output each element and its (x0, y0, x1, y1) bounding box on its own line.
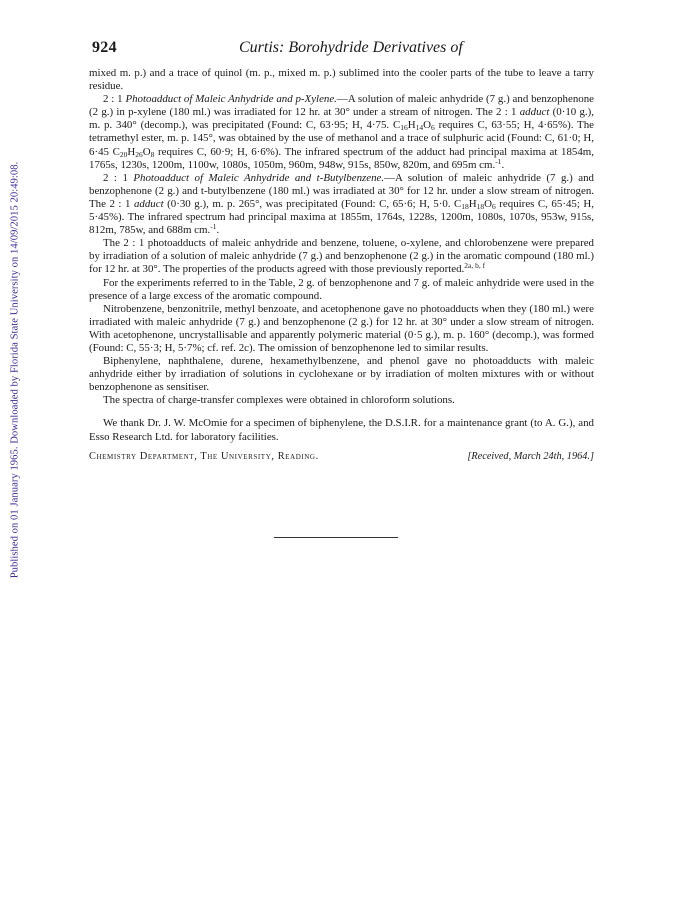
paragraph-text: mixed m. p.) and a trace of quinol (m. p., mixed m. p.) sublimed into the cooler parts of the tube to leave a tarry residue. (89, 67, 594, 93)
subscript: 14 (415, 123, 424, 133)
paragraph-xylene-adduct (89, 93, 594, 172)
superscript: -1 (210, 222, 217, 232)
running-title: Curtis: Borohydride Derivatives of (239, 39, 463, 56)
end-rule (274, 537, 398, 538)
paragraph-text: The 2 : 1 photoadducts of maleic anhydride and benzene, toluene, o-xylene, and chlorobenzene were prepared by irradiation of a solution of maleic anhydride (7 g.) and benzophenone (2 g.) in the aromatic compound (180 ml.) for 12 hr. at 30°. The properties of the products agreed with those previously reported. (89, 237, 594, 276)
subscript: 16 (400, 123, 408, 133)
paragraph-text: Biphenylene, naphthalene, durene, hexamethylbenzene, and phenol gave no photoadducts with maleic anhydride either by irradiation of solutions in cyclohexane or by irradiation of molten mixtures with or without benzophenone as sensitiser. (89, 355, 594, 394)
paragraph-text: O (142, 145, 151, 158)
section-title: Photoadduct of Maleic Anhydride and p-Xylene. (125, 93, 337, 106)
paragraph-no-photoadducts (89, 303, 594, 355)
paragraph-text: requires C, 60·9; H, 6·6%). The infrared spectrum of the adduct had principal maxima at 1854m, 1765s, 1230s, 1200m, 1100w, 1080s, 1050m, 960m, 948w, 915s, 850w, 820m, and 695m cm. (89, 145, 595, 171)
paragraph-text: . (216, 224, 220, 237)
article-footer (89, 450, 594, 463)
paragraph-spectra (89, 394, 594, 407)
paragraph-text: —A solution of maleic anhydride (7 g.) and benzophenone (2 g.) in p-xylene (180 ml.) was irradiated for 12 hr. at 30° under a stream of nitrogen. The 2 : 1 (89, 93, 594, 119)
paragraph-biphenylene (89, 355, 594, 394)
paragraph-text: requires C, 65·45; H, 5·45%). The infrared spectrum had principal maxima at 1855m, 1764s, 1228s, 1200m, 1080s, 1070s, 953w, 915s, 812m, 785w, and 688m cm. (89, 197, 594, 237)
spacer (89, 407, 594, 417)
paragraph-text: O (484, 197, 493, 210)
affiliation: Chemistry Department, The University, Reading. (89, 450, 319, 462)
superscript: -1 (495, 156, 502, 166)
paragraph-text: H (127, 145, 136, 158)
subscript: 26 (135, 149, 143, 159)
paragraph-text: O (423, 119, 431, 132)
paragraph-continuation (89, 67, 594, 93)
paragraph-text: —A solution of maleic anhydride (7 g.) and benzophenone (2 g.) and t-butylbenzene (180 ml.) was irradiated at 30° for 12 hr. under a slow stream of nitrogen. The 2 : 1 (89, 171, 594, 210)
paragraph-text: Nitrobenzene, benzonitrile, methyl benzoate, and acetophenone gave no photoadducts when they (180 ml.) were irradiated with maleic anhydride (7 g.) and benzophenone (2 g.) for 12 hr. at 30° under a slow stream of nitrogen. With acetophenone, uncrystallisable and apparently polymeric material (0·5 g.), m. p. 160° (decomp.), was formed (Found: C, 55·3; H, 5·7%; cf. ref. 2c). The omission of benzophenone led to similar results. (89, 302, 594, 354)
article-body (89, 67, 594, 463)
paragraph-text: (0·30 g.), m. p. 265°, was precipitated (Found: C, 65·6; H, 5·0. C (163, 197, 462, 210)
paragraph-text: For the experiments referred to in the Table, 2 g. of benzophenone and 7 g. of maleic anhydride were used in the presence of a large excess of the aromatic compound. (89, 276, 594, 302)
paragraph-text: requires C, 63·55; H, 4·65%). The tetramethyl ester, m. p. 145°, was obtained by the use of methanol and a trace of sulphuric acid (Found: C, 61·0; H, 6·45 C (89, 119, 594, 158)
page-header (92, 39, 592, 61)
subscript: 20 (119, 149, 128, 159)
paragraph-table-note (89, 277, 594, 303)
paragraph-text: . (501, 158, 505, 171)
received-date: [Received, March 24th, 1964.] (467, 450, 594, 462)
subscript: 18 (461, 201, 469, 211)
paragraph-text: H (468, 197, 477, 210)
subscript: 18 (476, 201, 485, 211)
subscript: 6 (492, 201, 496, 211)
section-number: 2 : 1 (103, 93, 126, 106)
reference-marker: 2a, b, f (464, 261, 486, 271)
sidebar-provenance-text: Published on 01 January 1965. Downloaded by Florida State University on 14/09/2015 20:49:08. (9, 161, 21, 579)
acknowledgement-text: We thank Dr. J. W. McOmie for a specimen of biphenylene, the D.S.I.R. for a maintenance grant (to A. G.), and Esso Research Ltd. for laboratory facilities. (89, 417, 594, 443)
paragraph-text: The spectra of charge-transfer complexes were obtained in chloroform solutions. (103, 394, 455, 407)
paragraph-butylbenzene-adduct (89, 172, 594, 237)
page-number: 924 (92, 39, 117, 56)
subscript: 6 (431, 123, 435, 133)
acknowledgement (89, 417, 594, 443)
paragraph-text: H (407, 119, 416, 132)
adduct-term: adduct (133, 197, 164, 210)
section-title: Photoadduct of Maleic Anhydride and t-Butylbenzene. (133, 171, 385, 184)
paragraph-text: (0·10 g.), m. p. 340° (decomp.), was precipitated (Found: C, 63·95; H, 4·75. C (89, 106, 594, 132)
section-number: 2 : 1 (103, 171, 134, 184)
adduct-term: adduct (519, 106, 550, 119)
sidebar-provenance (0, 0, 30, 913)
subscript: 8 (150, 149, 155, 159)
paragraph-other-adducts (89, 237, 594, 276)
